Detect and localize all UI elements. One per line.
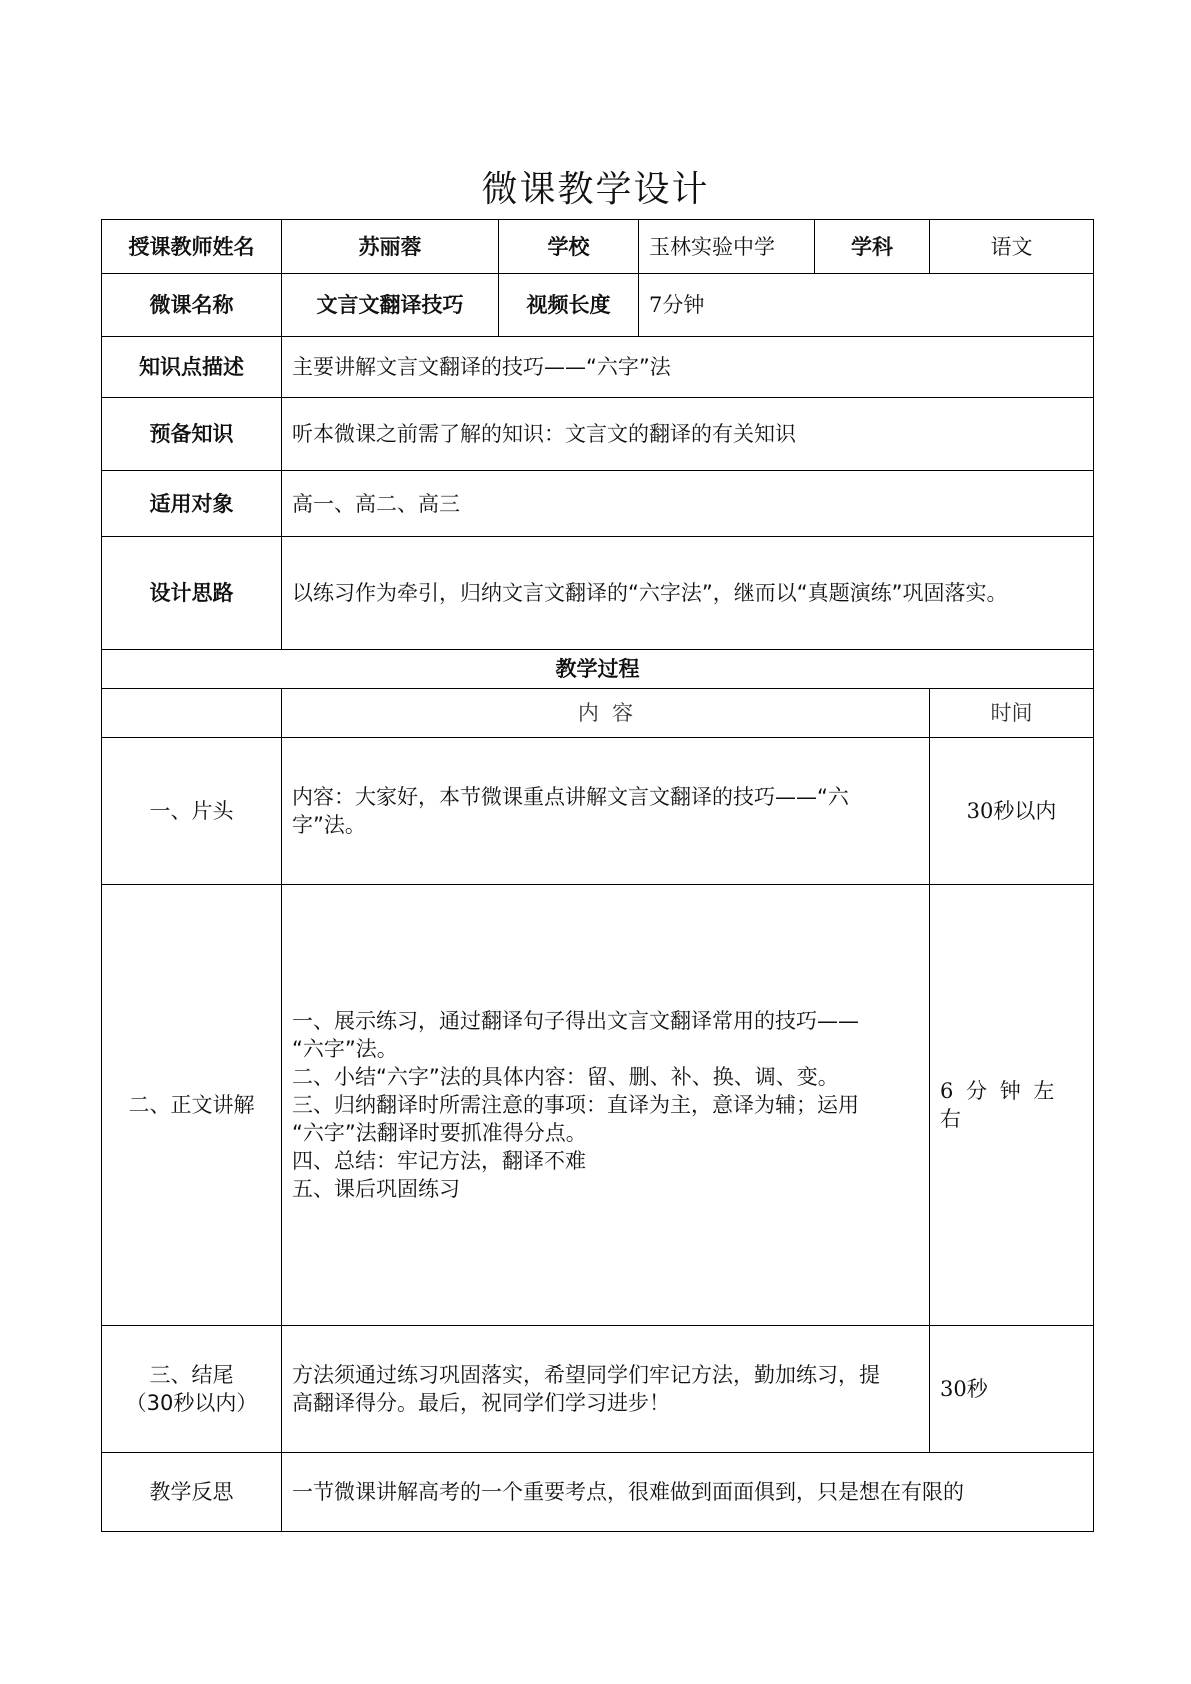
design-row [102, 537, 1094, 650]
content-line: 高翻译得分。最后，祝同学们学习进步！ [292, 1391, 670, 1415]
teacher-value: 苏丽蓉 [282, 220, 499, 274]
teacher-row [102, 220, 1094, 274]
course-label: 微课名称 [102, 274, 282, 337]
audience-value: 高一、高二、高三 [282, 471, 1094, 537]
section-row-opening [102, 738, 1094, 885]
time-header: 时间 [930, 689, 1094, 738]
length-value: 7分钟 [639, 274, 1094, 337]
section-time-ending: 30秒 [930, 1326, 1094, 1453]
content-line: 二、小结“六字”法的具体内容：留、删、补、换、调、变。 [292, 1065, 839, 1089]
content-line: 五、课后巩固练习 [292, 1177, 460, 1201]
content-line: “六字”法。 [292, 1037, 398, 1061]
teacher-label: 授课教师姓名 [102, 220, 282, 274]
length-label: 视频长度 [499, 274, 639, 337]
content-line: 内容：大家好，本节微课重点讲解文言文翻译的技巧——“六 [292, 785, 849, 809]
design-label: 设计思路 [102, 537, 282, 650]
knowledge-value: 主要讲解文言文翻译的技巧——“六字”法 [282, 337, 1094, 398]
section-label-main: 二、正文讲解 [102, 885, 282, 1326]
subject-value: 语文 [930, 220, 1094, 274]
content-line: 四、总结：牢记方法，翻译不难 [292, 1149, 586, 1173]
reflection-label: 教学反思 [102, 1453, 282, 1532]
section-row-ending [102, 1326, 1094, 1453]
section-row-main [102, 885, 1094, 1326]
section-content-opening [282, 738, 930, 885]
section-time-opening: 30秒以内 [930, 738, 1094, 885]
knowledge-row [102, 337, 1094, 398]
prereq-row [102, 398, 1094, 471]
section-content-main [282, 885, 930, 1326]
content-line: “六字”法翻译时要抓准得分点。 [292, 1121, 587, 1145]
empty-header-cell [102, 689, 282, 738]
design-value: 以练习作为牵引，归纳文言文翻译的“六字法”，继而以“真题演练”巩固落实。 [282, 537, 1094, 650]
column-header-row [102, 689, 1094, 738]
prereq-label: 预备知识 [102, 398, 282, 471]
section-time-main: 6 分 钟 左 右 [930, 885, 1094, 1326]
school-label: 学校 [499, 220, 639, 274]
content-line: 一、展示练习，通过翻译句子得出文言文翻译常用的技巧—— [292, 1009, 859, 1033]
knowledge-label: 知识点描述 [102, 337, 282, 398]
prereq-value: 听本微课之前需了解的知识：文言文的翻译的有关知识 [282, 398, 1094, 471]
content-line: 字”法。 [292, 813, 366, 837]
process-header: 教学过程 [102, 650, 1094, 689]
audience-label: 适用对象 [102, 471, 282, 537]
section-label-opening: 一、片头 [102, 738, 282, 885]
content-header: 内 容 [282, 689, 930, 738]
reflection-row [102, 1453, 1094, 1532]
course-row [102, 274, 1094, 337]
content-line: 三、归纳翻译时所需注意的事项：直译为主，意译为辅；运用 [292, 1093, 859, 1117]
section-label-ending [102, 1326, 282, 1453]
section-label-ending-title: 三、结尾 [149, 1363, 234, 1387]
document-title: 微课教学设计 [481, 169, 710, 210]
course-value: 文言文翻译技巧 [282, 274, 499, 337]
reflection-value: 一节微课讲解高考的一个重要考点，很难做到面面俱到，只是想在有限的 [282, 1453, 1094, 1532]
subject-label: 学科 [815, 220, 930, 274]
content-line: 方法须通过练习巩固落实，希望同学们牢记方法，勤加练习，提 [292, 1363, 880, 1387]
audience-row [102, 471, 1094, 537]
process-header-row [102, 650, 1094, 689]
section-content-ending [282, 1326, 930, 1453]
school-value: 玉林实验中学 [639, 220, 815, 274]
lesson-plan-table [101, 219, 1094, 1532]
section-label-ending-note: （30秒以内） [125, 1391, 258, 1415]
